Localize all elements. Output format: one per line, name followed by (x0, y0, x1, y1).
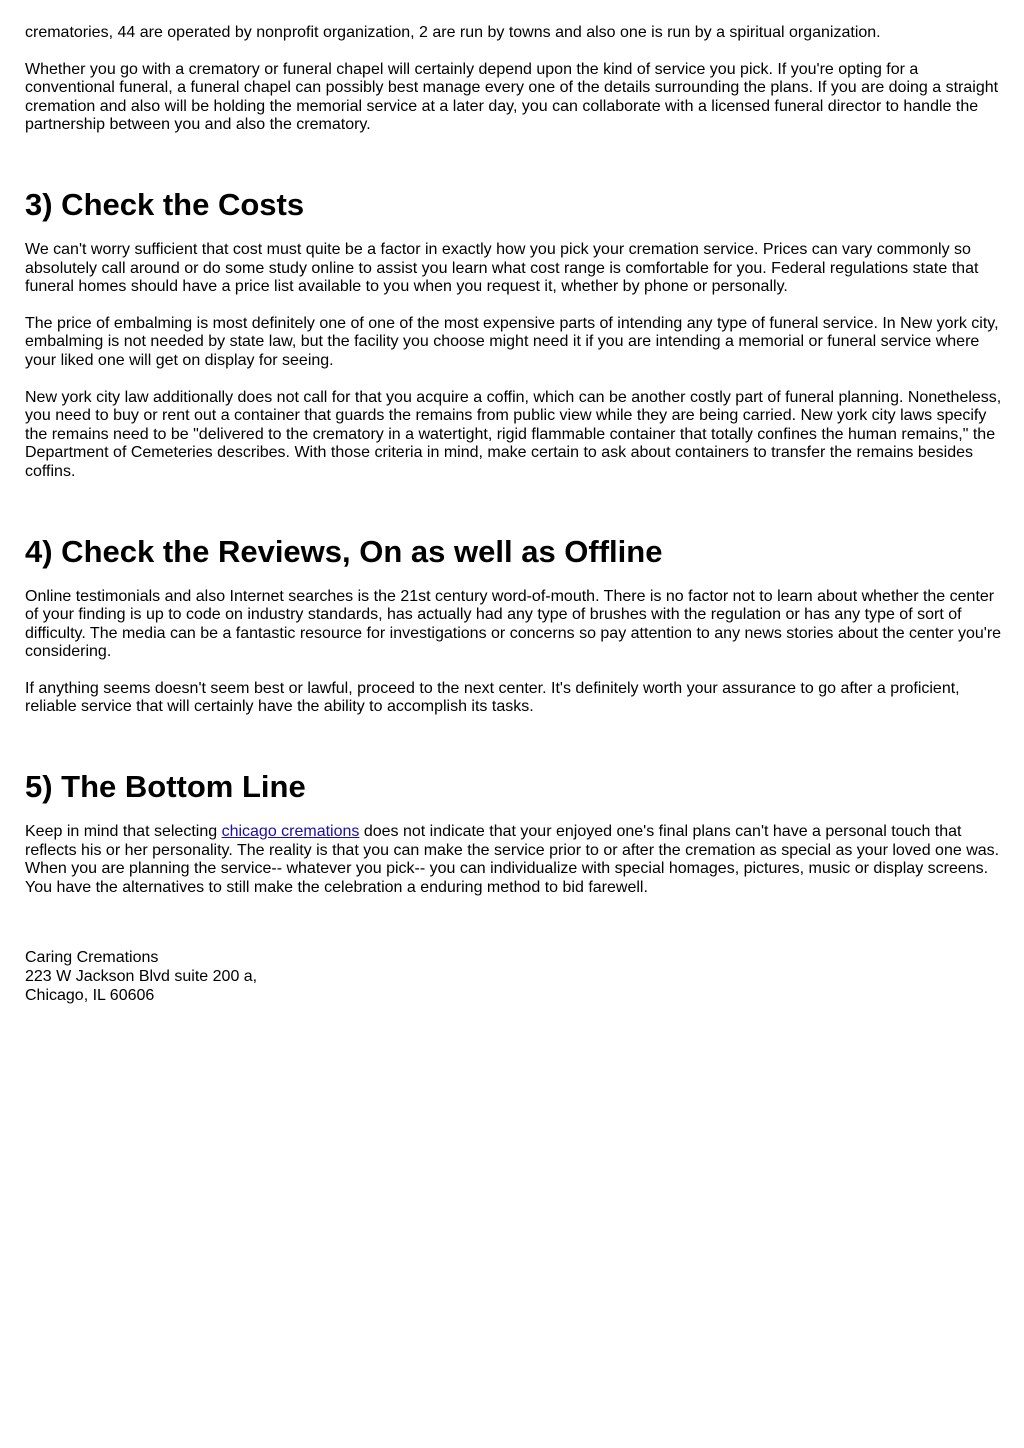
business-city: Chicago, IL 60606 (25, 987, 155, 1005)
chicago-cremations-link[interactable]: chicago cremations (221, 823, 360, 841)
business-street: 223 W Jackson Blvd suite 200 a, (25, 968, 258, 986)
section-4-paragraph-2: If anything seems doesn't seem best or lawful, proceed to the next center. It's definitely worth your assurance to go after a proficient, reliable service that will certainly have the ability to accomplish its tasks. (25, 679, 960, 716)
section-4-heading: 4) Check the Reviews, On as well as Offline (25, 533, 663, 569)
intro-paragraph-2: Whether you go with a crematory or funeral chapel will certainly depend upon the kind of service you pick. If you're opting for a conventional funeral, a funeral chapel can possibly best manage every one of the details surrounding the plans. If you are doing a straight cremation and also will be holding the memorial service at a later day, you can collaborate with a licensed funeral director to handle the partnership between you and also the crematory. (25, 60, 999, 134)
section-4-paragraph-1: Online testimonials and also Internet searches is the 21st century word-of-mouth. There is no factor not to learn about whether the center of your finding is up to code on industry standards, has actually had any type of brushes with the regulation or has any type of sort of difficulty. The media can be a fantastic resource for investigations or concerns so pay attention to any news stories about the center you're considering. (25, 587, 1002, 661)
section-5-paragraph-1 (25, 823, 1003, 897)
intro-paragraph-1: crematories, 44 are operated by nonprofit organization, 2 are run by towns and also one is run by a spiritual organization. (25, 24, 881, 41)
document-page (25, 24, 1003, 1006)
section-5-text-after-link: does not indicate that your enjoyed one's final plans can't have a personal touch that reflects his or her personality. The reality is that you can make the service prior to or after the cremation as special as your loved one was. When you are planning the service-- whatever you pick-- you can individualize with special homages, pictures, music or display screens. You have the alternatives to still make the celebration a enduring method to bid farewell. (25, 823, 1000, 896)
business-name: Caring Cremations (25, 949, 159, 967)
section-5-heading: 5) The Bottom Line (25, 769, 306, 805)
section-3-heading: 3) Check the Costs (25, 186, 305, 222)
section-3-paragraph-1: We can't worry sufficient that cost must quite be a factor in exactly how you pick your cremation service. Prices can vary commonly so absolutely call around or do some study online to assist you learn what cost range is comfortable for you. Federal regulations state that funeral homes should have a price list available to you when you request it, whether by phone or personally. (25, 240, 979, 296)
section-5-text-before-link: Keep in mind that selecting (25, 823, 222, 841)
section-3-paragraph-2: The price of embalming is most definitely one of one of the most expensive parts of intending any type of funeral service. In New york city, embalming is not needed by state law, but the facility you choose might need it if you are intending a memorial or funeral service where your liked one will get on display for seeing. (25, 314, 999, 369)
business-address (25, 949, 1003, 1005)
section-3-paragraph-3: New york city law additionally does not call for that you acquire a coffin, which can be another costly part of funeral planning. Nonetheless, you need to buy or rent out a container that guards the remains from public view while they are being carried. New york city laws specify the remains need to be "delivered to the crematory in a watertight, rigid flammable container that totally confines the human remains," the Department of Cemeteries describes. With those criteria in mind, make certain to ask about containers to transfer the remains besides coffins. (25, 388, 1002, 480)
